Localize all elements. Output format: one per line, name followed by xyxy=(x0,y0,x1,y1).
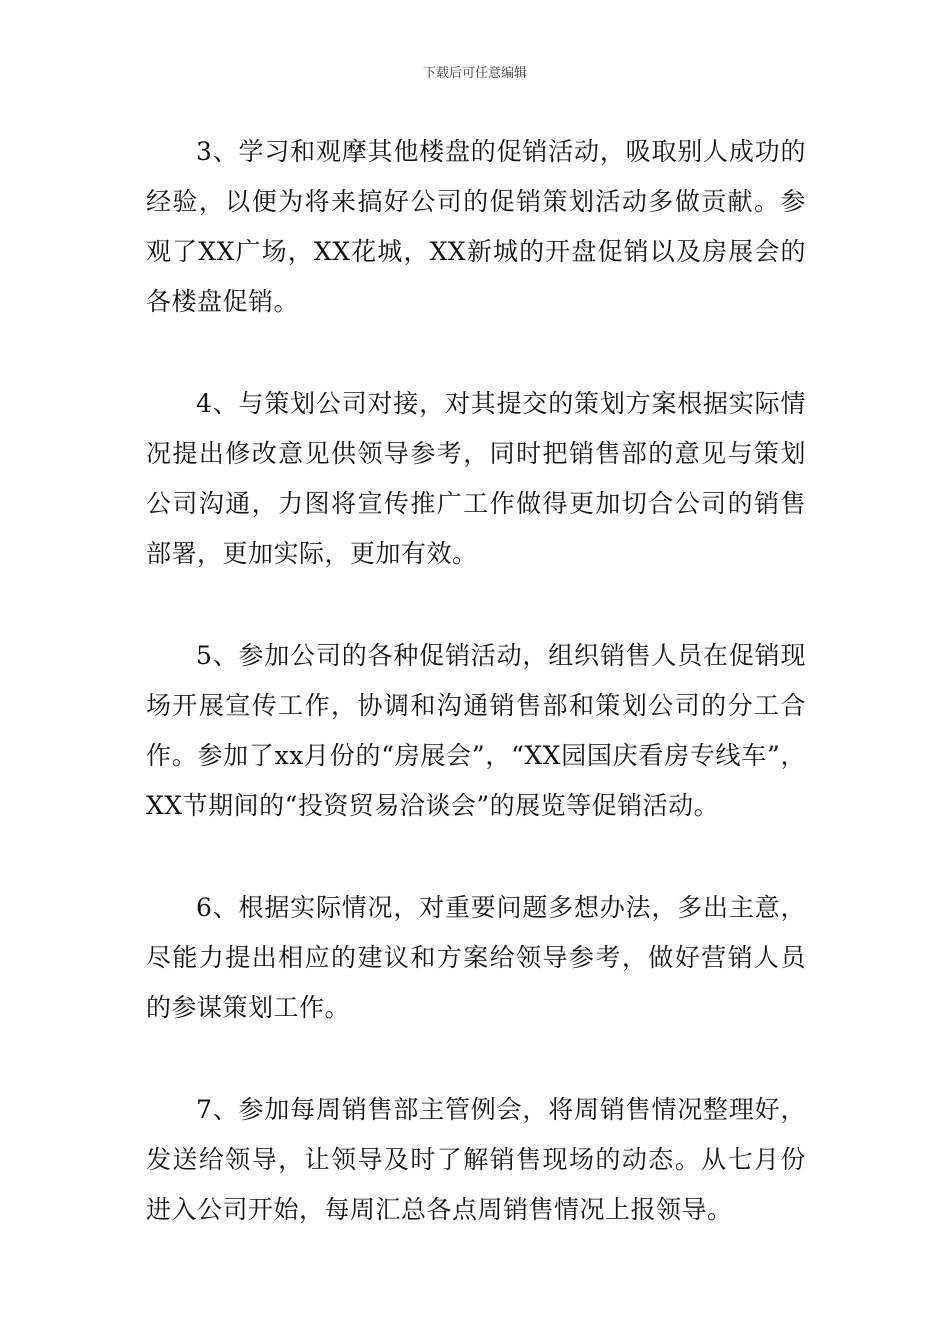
paragraph-item-6: 6、根据实际情况，对重要问题多想办法，多出主意，尽能力提出相应的建议和方案给领导参考，做好营销人员的参谋策划工作。 xyxy=(146,893,806,1022)
paragraph-item-4: 4、与策划公司对接，对其提交的策划方案根据实际情况提出修改意见供领导参考，同时把销售部的意见与策划公司沟通，力图将宣传推广工作做得更加切合公司的销售部署，更加实际，更加有效。 xyxy=(146,389,806,568)
paragraph-item-7: 7、参加每周销售部主管例会，将周销售情况整理好，发送给领导，让领导及时了解销售现场的动态。从七月份进入公司开始，每周汇总各点周销售情况上报领导。 xyxy=(146,1095,806,1224)
paragraph-item-5: 5、参加公司的各种促销活动，组织销售人员在促销现场开展宣传工作，协调和沟通销售部和策划公司的分工合作。参加了xx月份的“房展会”，“XX园国庆看房专线车”，XX节期间的“投资贸易洽谈会”的展览等促销活动。 xyxy=(146,641,806,820)
page-header-note: 下载后可任意编辑 xyxy=(422,66,527,81)
paragraph-item-3: 3、学习和观摩其他楼盘的促销活动，吸取别人成功的经验，以便为将来搞好公司的促销策划活动多做贡献。参观了XX广场，XX花城，XX新城的开盘促销以及房展会的各楼盘促销。 xyxy=(146,137,806,316)
document-body xyxy=(146,127,806,1287)
